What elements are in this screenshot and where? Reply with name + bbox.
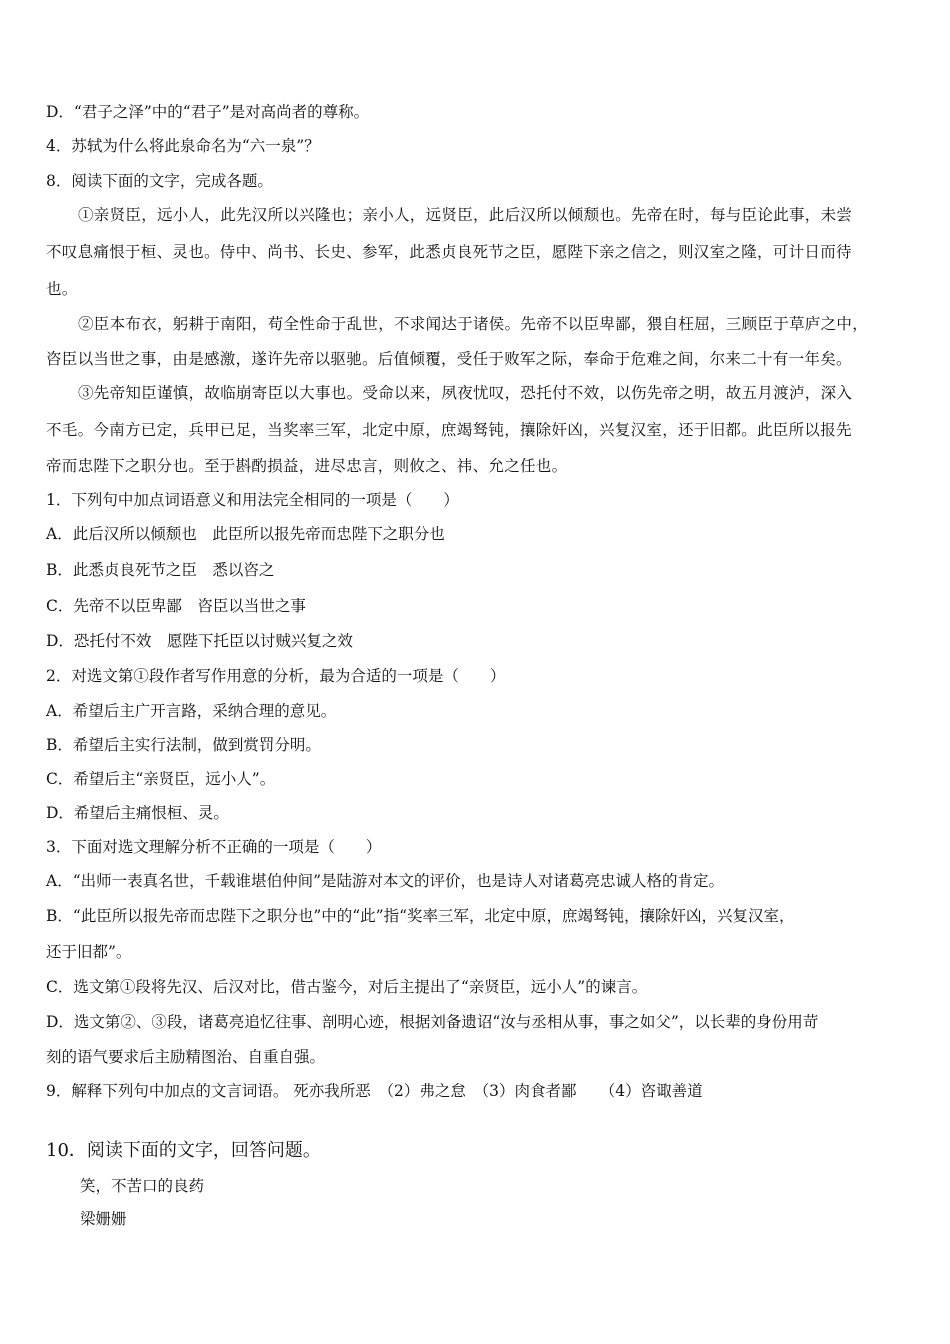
question-3: 3．下面对选文理解分析不正确的一项是（ ） <box>46 838 382 856</box>
article-title: 笑，不苦口的良药 <box>80 1177 205 1195</box>
passage-paragraph-1-line-2: 不叹息痛恨于桓、灵也。侍中、尚书、长史、参军，此悉贞良死节之臣，愿陛下亲之信之，则汉室之隆，可计日而待 <box>46 243 852 261</box>
question-1: 1．下列句中加点词语意义和用法完全相同的一项是（ ） <box>46 491 459 509</box>
question-3-option-b-line-2: 还于旧都”。 <box>46 943 132 961</box>
question-3-option-b-line-1: B．“此臣所以报先帝而忠陛下之职分也”中的“此”指“奖率三军，北定中原，庶竭驽钝，攘除奸凶，兴复汉室， <box>46 907 795 925</box>
question-1-option-c: C．先帝不以臣卑鄙 咨臣以当世之事 <box>46 597 306 615</box>
question-3-option-d-line-1: D．选文第②、③段，诸葛亮追忆往事、剖明心迹，根据刘备遗诏“汝与丞相从事，事之如父”，以长辈的身份用苛 <box>46 1013 819 1031</box>
question-9: 9．解释下列句中加点的文言词语。 死亦我所恶 （2）弗之怠 （3）肉食者鄙 （4）咨诹善道 <box>46 1082 703 1100</box>
question-3-option-c: C．选文第①段将先汉、后汉对比，借古鉴今，对后主提出了“亲贤臣，远小人”的谏言。 <box>46 978 648 996</box>
question-1-option-d: D．恐托付不效 愿陛下托臣以讨贼兴复之效 <box>46 632 353 650</box>
question-2-option-d: D．希望后主痛恨桓、灵。 <box>46 804 229 822</box>
question-2-option-a: A．希望后主广开言路，采纳合理的意见。 <box>46 702 337 720</box>
article-author: 梁姗姗 <box>80 1210 127 1228</box>
question-3-option-d-line-2: 刻的语气要求后主励精图治、自重自强。 <box>46 1048 326 1066</box>
question-2-option-b: B．希望后主实行法制，做到赏罚分明。 <box>46 736 321 754</box>
question-2-option-c: C．希望后主“亲贤臣，远小人”。 <box>46 770 276 788</box>
passage-paragraph-2-line-1: ②臣本布衣，躬耕于南阳，苟全性命于乱世，不求闻达于诸侯。先帝不以臣卑鄙，猥自枉屈，三顾臣于草庐之中， <box>78 315 869 333</box>
question-10: 10．阅读下面的文字，回答问题。 <box>46 1140 321 1161</box>
question-2: 2．对选文第①段作者写作用意的分析，最为合适的一项是（ ） <box>46 667 506 685</box>
question-1-option-b: B．此悉贞良死节之臣 悉以咨之 <box>46 561 275 579</box>
passage-paragraph-3-line-1: ③先帝知臣谨慎，故临崩寄臣以大事也。受命以来，夙夜忧叹，恐托付不效，以伤先帝之明，故五月渡泸，深入 <box>78 384 853 402</box>
line-option-d-junzi: D．“君子之泽”中的“君子”是对高尚者的尊称。 <box>46 103 370 121</box>
passage-paragraph-3-line-2: 不毛。今南方已定，兵甲已足，当奖率三军，北定中原，庶竭驽钝，攘除奸凶，兴复汉室，还于旧都。此臣所以报先 <box>46 421 852 439</box>
passage-paragraph-2-line-2: 咨臣以当世之事，由是感激，遂许先帝以驱驰。后值倾覆，受任于败军之际，奉命于危难之间，尔来二十有一年矣。 <box>46 350 852 368</box>
passage-paragraph-3-line-3: 帝而忠陛下之职分也。至于斟酌损益，进尽忠言，则攸之、祎、允之任也。 <box>46 457 568 475</box>
question-4: 4．苏轼为什么将此泉命名为“六一泉”？ <box>46 137 320 155</box>
passage-paragraph-1-line-3: 也。 <box>46 280 78 298</box>
question-8-heading: 8．阅读下面的文字，完成各题。 <box>46 172 273 190</box>
question-3-option-a: A．“出师一表真名世，千载谁堪伯仲间”是陆游对本文的评价，也是诗人对诸葛亮忠诚人格的肯定。 <box>46 872 725 890</box>
passage-paragraph-1-line-1: ①亲贤臣，远小人，此先汉所以兴隆也；亲小人，远贤臣，此后汉所以倾颓也。先帝在时，每与臣论此事，未尝 <box>78 206 853 224</box>
question-1-option-a: A．此后汉所以倾颓也 此臣所以报先帝而忠陛下之职分也 <box>46 525 445 543</box>
